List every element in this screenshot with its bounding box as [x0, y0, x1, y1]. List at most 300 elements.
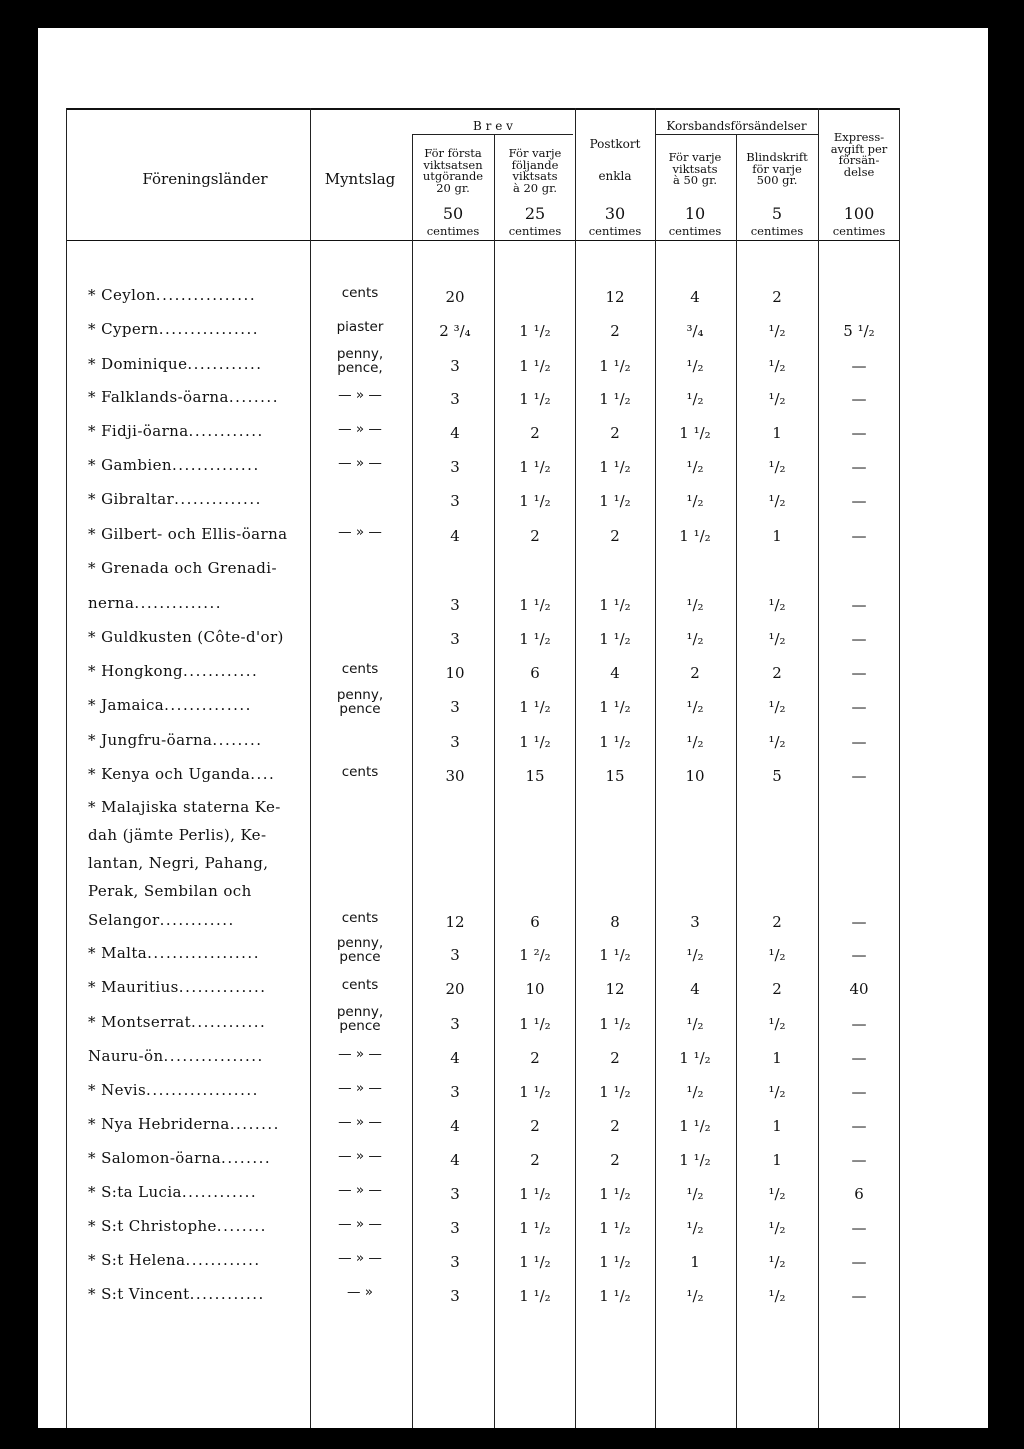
currency-label: — » — — [338, 1046, 382, 1062]
leader-dots: ............ — [191, 1013, 267, 1031]
rate-value: — — [851, 1151, 867, 1169]
rate-value: ¹/₂ — [686, 1083, 704, 1101]
rate-value: ¹/₂ — [686, 946, 704, 964]
currency-cell — [310, 347, 410, 375]
rate-value: ¹/₂ — [768, 596, 786, 614]
rate-value: 3 — [450, 492, 460, 510]
rate-value: 2 — [772, 288, 782, 306]
rate-value: ¹/₂ — [686, 1185, 704, 1203]
country-label: lantan, Negri, Pahang, — [88, 854, 269, 872]
leader-dots: ........ — [228, 388, 279, 406]
rate-value: 2 — [530, 1117, 540, 1135]
rate-brev-first: 50 — [442, 204, 464, 223]
currency-cell — [310, 388, 410, 402]
rate-value: 1 ¹/₂ — [519, 1253, 551, 1271]
rate-value: 1 ¹/₂ — [599, 1219, 631, 1237]
country-label: * Malta — [88, 944, 148, 962]
country-label: * Malajiska staterna Ke- — [88, 798, 281, 816]
table-row — [38, 826, 988, 856]
rate-value: 1 — [772, 1151, 782, 1169]
rate-value: 4 — [610, 664, 620, 682]
rate-value: 1 ¹/₂ — [519, 630, 551, 648]
currency-label: penny, — [336, 346, 384, 362]
rate-value: ¹/₂ — [768, 357, 786, 375]
rate-value: — — [851, 1049, 867, 1067]
table-row — [38, 1004, 988, 1043]
table-row — [38, 935, 988, 974]
country-label: * Grenada och Grenadi- — [88, 559, 277, 577]
rate-value: 2 — [530, 424, 540, 442]
country-name — [88, 1013, 266, 1031]
currency-label: cents — [341, 764, 379, 780]
rate-value: — — [851, 698, 867, 716]
country-name — [88, 388, 279, 406]
table-row — [38, 731, 988, 761]
rate-value: 1 ¹/₂ — [679, 1049, 711, 1067]
country-name — [88, 1047, 264, 1065]
leader-dots: .............. — [171, 456, 260, 474]
table-row — [38, 346, 988, 385]
rate-value: 1 — [772, 1117, 782, 1135]
rate-value: 1 ¹/₂ — [519, 390, 551, 408]
leader-dots: .............. — [174, 490, 262, 508]
table-row — [38, 456, 988, 486]
rate-value: 1 ¹/₂ — [599, 357, 631, 375]
rate-value: 1 ¹/₂ — [599, 698, 631, 716]
rate-value: 40 — [849, 980, 869, 998]
rate-value: 12 — [605, 980, 625, 998]
rate-value: 3 — [450, 630, 460, 648]
currency-label: piaster — [336, 319, 384, 335]
rate-value: 15 — [525, 767, 545, 785]
currency-cell — [310, 978, 410, 992]
currency-cell — [310, 1251, 410, 1265]
country-label: * Salomon-öarna — [88, 1149, 222, 1167]
rate-postkort: 30 — [604, 204, 626, 223]
rate-value: 2 — [610, 424, 620, 442]
currency-label: — » — — [338, 1216, 382, 1232]
country-name — [88, 594, 222, 612]
currency-label: pence — [339, 949, 381, 965]
rate-value: 1 ¹/₂ — [519, 1185, 551, 1203]
country-label: * Fidji-öarna — [88, 422, 189, 440]
currency-cell — [310, 765, 410, 779]
currency-label: — » — — [338, 1250, 382, 1266]
rate-value: — — [851, 1015, 867, 1033]
rate-value: 3 — [450, 1253, 460, 1271]
unit-4: centimes — [668, 224, 722, 238]
rate-value: 1 ¹/₂ — [599, 733, 631, 751]
currency-label: pence — [339, 701, 381, 717]
rate-value: — — [851, 733, 867, 751]
unit-2: centimes — [508, 224, 562, 238]
rate-value: ³/₄ — [686, 322, 704, 340]
currency-label: pence, — [337, 360, 383, 376]
rate-value: 5 ¹/₂ — [843, 322, 875, 340]
rate-value: 2 ³/₄ — [439, 322, 471, 340]
rate-value: — — [851, 1117, 867, 1135]
rate-value: 2 — [610, 322, 620, 340]
leader-dots: ............ — [188, 422, 264, 440]
table-row — [38, 765, 988, 795]
rate-value: 1 — [690, 1253, 700, 1271]
rate-value: 1 ¹/₂ — [679, 1117, 711, 1135]
country-label: nerna — [88, 594, 135, 612]
rate-value: — — [851, 1253, 867, 1271]
rate-value: 10 — [685, 767, 705, 785]
country-label: * S:t Christophe — [88, 1217, 217, 1235]
currency-cell — [310, 688, 410, 716]
country-label: * Jungfru-öarna — [88, 731, 213, 749]
rate-value: 2 — [530, 527, 540, 545]
country-name — [88, 882, 252, 900]
table-row — [38, 1149, 988, 1179]
rate-value: — — [851, 913, 867, 931]
header-brev-first: För första viktsatsen utgörande 20 gr. — [422, 146, 484, 195]
currency-cell — [310, 1285, 410, 1299]
rate-value: 2 — [610, 527, 620, 545]
leader-dots: ............ — [185, 1251, 261, 1269]
rate-value: 1 — [772, 424, 782, 442]
table-row — [38, 798, 988, 828]
rate-value: 2 — [610, 1117, 620, 1135]
rate-value: 2 — [772, 980, 782, 998]
rate-value: ¹/₂ — [768, 733, 786, 751]
rate-value: ¹/₂ — [686, 630, 704, 648]
currency-label: — » — — [338, 421, 382, 437]
rate-value: ¹/₂ — [686, 1015, 704, 1033]
header-postkort: Postkort — [589, 137, 641, 151]
rate-value: ¹/₂ — [686, 698, 704, 716]
rate-value: — — [851, 390, 867, 408]
country-label: * Cypern — [88, 320, 159, 338]
country-name — [88, 1217, 267, 1235]
rate-value: 1 — [772, 527, 782, 545]
country-label: * Guldkusten (Côte-d'or) — [88, 628, 284, 646]
rate-value: 3 — [450, 698, 460, 716]
rate-value: 1 ¹/₂ — [519, 357, 551, 375]
country-name — [88, 286, 256, 304]
rate-value: 3 — [450, 596, 460, 614]
table-row — [38, 628, 988, 658]
rate-value: 4 — [450, 527, 460, 545]
rate-value: — — [851, 767, 867, 785]
country-name — [88, 731, 263, 749]
rate-value: ¹/₂ — [768, 946, 786, 964]
country-name — [88, 525, 287, 543]
rate-value: 4 — [690, 980, 700, 998]
currency-cell — [310, 936, 410, 964]
country-label: * Gambien — [88, 456, 172, 474]
rate-value: ¹/₂ — [686, 596, 704, 614]
rate-value: 3 — [450, 1015, 460, 1033]
unit-6: centimes — [832, 224, 886, 238]
rate-value: 3 — [450, 390, 460, 408]
rate-value: 1 ¹/₂ — [679, 424, 711, 442]
currency-cell — [310, 1217, 410, 1231]
table-row — [38, 525, 988, 555]
rate-value: 1 ¹/₂ — [599, 390, 631, 408]
rate-value: — — [851, 357, 867, 375]
rate-value: 2 — [530, 1049, 540, 1067]
rate-value: 3 — [450, 733, 460, 751]
rate-value: — — [851, 492, 867, 510]
country-name — [88, 456, 260, 474]
rate-value: 6 — [530, 664, 540, 682]
header-brev-rule — [413, 134, 573, 135]
unit-1: centimes — [426, 224, 480, 238]
unit-5: centimes — [750, 224, 804, 238]
rate-value: 10 — [445, 664, 465, 682]
currency-cell — [310, 1047, 410, 1061]
currency-cell — [310, 1149, 410, 1163]
country-label: dah (jämte Perlis), Ke- — [88, 826, 267, 844]
country-label: * Kenya och Uganda — [88, 765, 251, 783]
rate-value: 1 ¹/₂ — [599, 1287, 631, 1305]
rate-value: 1 ¹/₂ — [519, 698, 551, 716]
currency-cell — [310, 1081, 410, 1095]
currency-label: cents — [341, 285, 379, 301]
table-row — [38, 1047, 988, 1077]
currency-label: cents — [341, 910, 379, 926]
currency-cell — [310, 1005, 410, 1033]
rate-value: 1 ¹/₂ — [599, 492, 631, 510]
rate-value: 1 ¹/₂ — [519, 458, 551, 476]
country-name — [88, 320, 259, 338]
currency-label: penny, — [336, 687, 384, 703]
country-name — [88, 1285, 265, 1303]
rate-value: 4 — [450, 1117, 460, 1135]
rate-value: ¹/₂ — [768, 698, 786, 716]
country-label: Nauru-ön — [88, 1047, 164, 1065]
country-label: * Hongkong — [88, 662, 184, 680]
country-name — [88, 1149, 271, 1167]
header-blindskrift: Blindskrift för varje 500 gr. — [746, 150, 808, 187]
table-row — [38, 1115, 988, 1145]
rate-value: ¹/₂ — [686, 1287, 704, 1305]
country-name — [88, 826, 266, 844]
leader-dots: ............ — [187, 355, 263, 373]
rate-express: 100 — [843, 204, 875, 223]
currency-cell — [310, 320, 410, 334]
country-label: * Jamaica — [88, 696, 165, 714]
rate-value: 1 ¹/₂ — [679, 1151, 711, 1169]
rate-value: — — [851, 664, 867, 682]
rate-value: ¹/₂ — [768, 390, 786, 408]
rate-value: 2 — [530, 1151, 540, 1169]
table-row — [38, 978, 988, 1008]
leader-dots: .............. — [134, 594, 223, 612]
rate-value: — — [851, 424, 867, 442]
rate-value: ¹/₂ — [768, 1185, 786, 1203]
leader-dots: ................ — [163, 1047, 264, 1065]
leader-dots: ............ — [181, 1183, 258, 1201]
country-name — [88, 798, 281, 816]
table-row — [38, 854, 988, 884]
rate-value: 8 — [610, 913, 620, 931]
rate-value: ¹/₂ — [768, 1015, 786, 1033]
table-row — [38, 1183, 988, 1213]
header-top-rule — [66, 108, 900, 110]
currency-label: pence — [339, 1018, 381, 1034]
country-name — [88, 1251, 261, 1269]
table-row — [38, 1285, 988, 1315]
rate-value: ¹/₂ — [768, 492, 786, 510]
country-label: Perak, Sembilan och — [88, 882, 252, 900]
rate-value: — — [851, 1287, 867, 1305]
header-brev-next: För varje följande viktsats à 20 gr. — [508, 146, 562, 195]
rate-value: 3 — [450, 946, 460, 964]
leader-dots: ........ — [212, 731, 263, 749]
leader-dots: ........ — [229, 1115, 280, 1133]
unit-3: centimes — [588, 224, 642, 238]
rate-value: 4 — [450, 1049, 460, 1067]
country-name — [88, 978, 267, 996]
leader-dots: ........ — [221, 1149, 272, 1167]
rate-brev-next: 25 — [524, 204, 546, 223]
header-postkort-sub: enkla — [598, 169, 632, 183]
rate-value: ¹/₂ — [686, 733, 704, 751]
rate-value: 1 ¹/₂ — [599, 458, 631, 476]
leader-dots: .... — [250, 765, 276, 783]
rate-value: 20 — [445, 288, 465, 306]
currency-cell — [310, 456, 410, 470]
currency-cell — [310, 422, 410, 436]
rate-value: ¹/₂ — [768, 630, 786, 648]
country-name — [88, 1081, 259, 1099]
rate-value: 1 ²/₂ — [519, 946, 551, 964]
country-label: * Gibraltar — [88, 490, 175, 508]
header-kors-each: För varje viktsats à 50 gr. — [668, 150, 722, 187]
rate-value: ¹/₂ — [686, 458, 704, 476]
rate-value: — — [851, 458, 867, 476]
country-label: Selangor — [88, 911, 160, 929]
country-label: * S:ta Lucia — [88, 1183, 182, 1201]
country-name — [88, 422, 264, 440]
rate-value: 3 — [450, 458, 460, 476]
rate-value: 3 — [450, 1219, 460, 1237]
rate-value: 5 — [772, 767, 782, 785]
rate-value: ¹/₂ — [686, 492, 704, 510]
rate-value: 1 ¹/₂ — [599, 1253, 631, 1271]
header-korsband: Korsbandsförsändelser — [666, 119, 807, 133]
rate-value: 1 ¹/₂ — [519, 1083, 551, 1101]
table-row — [38, 559, 988, 589]
rate-value: 3 — [450, 1287, 460, 1305]
rate-value: ¹/₂ — [768, 1253, 786, 1271]
rate-value: 1 ¹/₂ — [599, 596, 631, 614]
currency-cell — [310, 1115, 410, 1129]
country-label: * Falklands-öarna — [88, 388, 229, 406]
rate-value: 1 ¹/₂ — [519, 1015, 551, 1033]
rate-value: 1 ¹/₂ — [599, 946, 631, 964]
rate-value: 12 — [605, 288, 625, 306]
rate-value: — — [851, 1219, 867, 1237]
country-name — [88, 1115, 280, 1133]
rate-value: 6 — [530, 913, 540, 931]
header-brev: B r e v — [473, 119, 513, 133]
currency-label: — » — — [338, 455, 382, 471]
country-name — [88, 944, 260, 962]
country-name — [88, 628, 284, 646]
currency-label: — » — — [338, 1148, 382, 1164]
rate-value: 2 — [610, 1049, 620, 1067]
rate-value: 4 — [450, 1151, 460, 1169]
rate-value: ¹/₂ — [686, 390, 704, 408]
rate-value: 1 ¹/₂ — [599, 1083, 631, 1101]
table-row — [38, 1217, 988, 1247]
leader-dots: ............ — [189, 1285, 265, 1303]
rate-value: ¹/₂ — [768, 458, 786, 476]
rate-value: 1 ¹/₂ — [599, 630, 631, 648]
currency-label: — » — — [338, 387, 382, 403]
leader-dots: .................. — [146, 1081, 259, 1099]
leader-dots: .................. — [147, 944, 260, 962]
rate-value: 2 — [690, 664, 700, 682]
rate-value: — — [851, 527, 867, 545]
rate-value: — — [851, 630, 867, 648]
leader-dots: ........ — [216, 1217, 267, 1235]
rate-value: 10 — [525, 980, 545, 998]
rate-value: 30 — [445, 767, 465, 785]
country-name — [88, 854, 268, 872]
leader-dots: ............ — [183, 662, 259, 680]
country-name — [88, 490, 262, 508]
rate-value: 1 ¹/₂ — [519, 733, 551, 751]
rate-value: 3 — [450, 1083, 460, 1101]
country-label: * Nevis — [88, 1081, 147, 1099]
country-name — [88, 765, 275, 783]
header-express: Express- avgift per försän- delse — [830, 130, 888, 179]
currency-cell — [310, 525, 410, 539]
rate-value: 20 — [445, 980, 465, 998]
table-row — [38, 687, 988, 726]
rate-value: 15 — [605, 767, 625, 785]
rate-value: 3 — [450, 357, 460, 375]
leader-dots: ................ — [158, 320, 260, 338]
table-row — [38, 422, 988, 452]
rate-value: 2 — [772, 913, 782, 931]
table-row — [38, 1251, 988, 1281]
rate-blindskrift: 5 — [771, 204, 783, 223]
currency-label: penny, — [336, 935, 384, 951]
currency-label: cents — [341, 661, 379, 677]
rate-value: 3 — [450, 1185, 460, 1203]
leader-dots: .............. — [178, 978, 267, 996]
rate-value: 2 — [772, 664, 782, 682]
currency-cell — [310, 1183, 410, 1197]
header-bottom-rule — [66, 240, 900, 241]
currency-label: — » — — [338, 1182, 382, 1198]
rate-value: 3 — [690, 913, 700, 931]
table-row — [38, 662, 988, 692]
currency-cell — [310, 911, 410, 925]
table-row — [38, 911, 988, 941]
rate-value: ¹/₂ — [768, 1083, 786, 1101]
currency-cell — [310, 286, 410, 300]
currency-label: — » — — [338, 1114, 382, 1130]
rate-value: 1 ¹/₂ — [519, 1287, 551, 1305]
country-name — [88, 696, 252, 714]
country-label: * Gilbert- och Ellis-öarna — [88, 525, 288, 543]
header-country: Föreningsländer — [142, 170, 268, 188]
currency-label: — » — [346, 1284, 374, 1300]
rate-value: ¹/₂ — [768, 322, 786, 340]
table-row — [38, 882, 988, 912]
table-row — [38, 320, 988, 350]
country-label: * Dominique — [88, 355, 188, 373]
rate-value: 4 — [690, 288, 700, 306]
